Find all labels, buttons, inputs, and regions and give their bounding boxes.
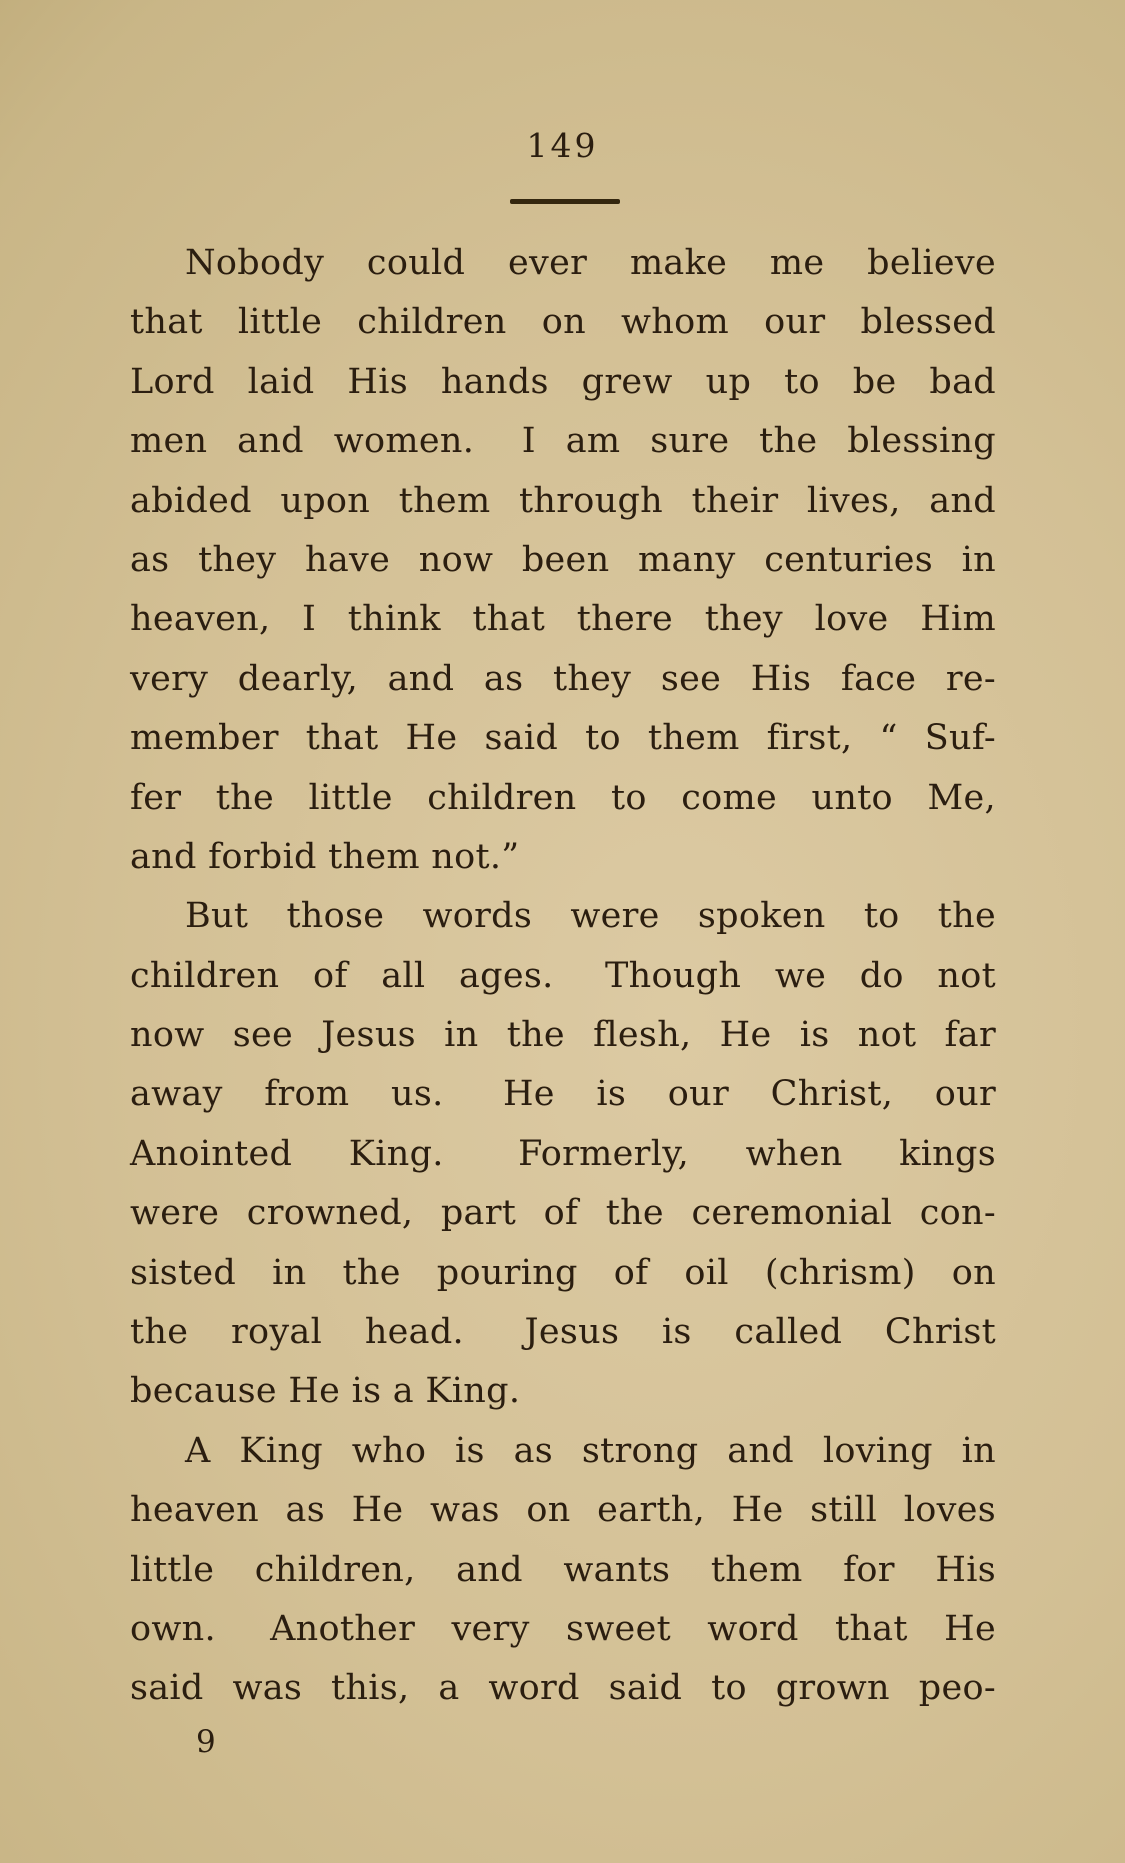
text-line: and forbid them not.” xyxy=(130,836,520,877)
text-line: men and women. I am sure the blessing xyxy=(130,421,996,462)
text-line: sisted in the pouring of oil (chrism) on xyxy=(130,1252,996,1293)
text-line: little children, and wants them for His xyxy=(130,1549,996,1590)
page-number: 149 xyxy=(526,126,599,165)
text-line: the royal head. Jesus is called Christ xyxy=(130,1312,996,1353)
text-line: heaven, I think that there they love Him xyxy=(130,599,996,640)
text-line: own. Another very sweet word that He xyxy=(130,1608,996,1649)
signature-mark: 9 xyxy=(196,1724,216,1760)
text-line: Lord laid His hands grew up to be bad xyxy=(130,361,996,402)
text-line: were crowned, part of the ceremonial con- xyxy=(130,1193,996,1234)
text-line: away from us. He is our Christ, our xyxy=(130,1074,996,1115)
text-line: fer the little children to come unto Me, xyxy=(130,777,996,818)
text-line: that little children on whom our blessed xyxy=(130,302,996,343)
text-line: But those words were spoken to the xyxy=(185,896,996,937)
text-line: Nobody could ever make me believe xyxy=(185,243,996,283)
text-line: member that He said to them first, “ Suf- xyxy=(130,718,996,759)
text-line: Anointed King. Formerly, when kings xyxy=(130,1133,996,1174)
text-line: children of all ages. Though we do not xyxy=(130,955,996,996)
text-line: abided upon them through their lives, and xyxy=(130,480,996,521)
text-block xyxy=(130,234,996,1719)
text-line: because He is a King. xyxy=(130,1371,521,1412)
text-line: said was this, a word said to grown peo- xyxy=(130,1668,996,1709)
text-line: A King who is as strong and loving in xyxy=(185,1430,996,1471)
page-number-rule xyxy=(510,199,620,204)
text-line: heaven as He was on earth, He still loves xyxy=(130,1490,996,1531)
text-line: very dearly, and as they see His face re- xyxy=(130,658,996,699)
text-line: now see Jesus in the flesh, He is not far xyxy=(130,1015,996,1056)
text-line: as they have now been many centuries in xyxy=(130,539,996,580)
